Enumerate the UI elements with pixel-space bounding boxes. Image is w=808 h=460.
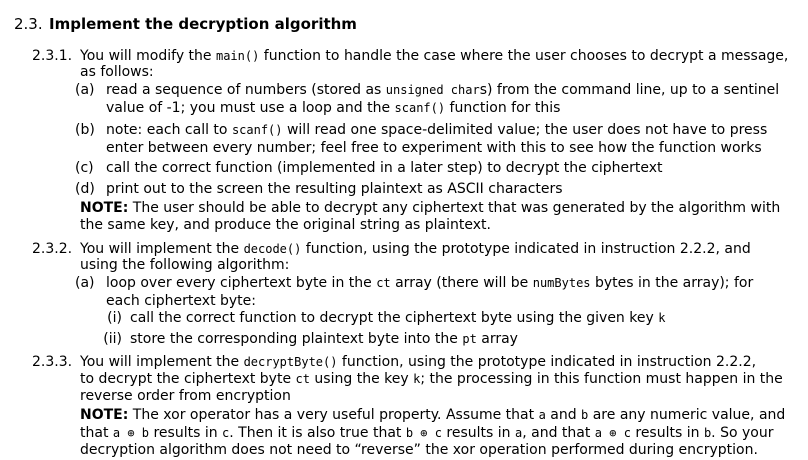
subitem-text-line: [106, 99, 560, 117]
subitem-text-line: [106, 159, 663, 177]
text-run: enter between every number; feel free to experiment with this to see how the function works: [106, 140, 762, 156]
text-run: and: [545, 407, 582, 423]
subitem-text-line: [106, 180, 563, 198]
subitem-text-line: [106, 274, 753, 292]
item-text-line: [80, 353, 756, 371]
item-text-line: [80, 387, 291, 405]
item-number: 2.3.1.: [32, 48, 73, 64]
inline-code: ct: [376, 276, 391, 290]
inline-code: a ⊕ c: [594, 426, 631, 440]
text-run: reverse order from encryption: [80, 388, 291, 404]
text-run: s) from the command line, up to a sentinel: [479, 82, 780, 98]
inline-code: k: [413, 372, 421, 386]
subsubitem-text: [130, 309, 665, 327]
inline-code: ct: [295, 372, 310, 386]
text-run: results in: [441, 425, 515, 441]
text-run: read a sequence of numbers (stored as: [106, 82, 386, 98]
subitem-label: (a): [75, 275, 95, 291]
text-run: array: [476, 331, 518, 347]
inline-code: b: [703, 426, 712, 440]
inline-code: unsigned char: [385, 83, 480, 97]
text-run: call the correct function to decrypt the ciphertext byte using the given key: [130, 310, 659, 326]
inline-code: main(): [215, 49, 260, 63]
text-run: note: each call to: [106, 122, 232, 138]
text-run: The user should be able to decrypt any ciphertext that was generated by the algorithm with: [128, 200, 781, 216]
item-text-line: [80, 47, 788, 65]
subitem-text-line: [106, 81, 779, 99]
text-run: using the following algorithm:: [80, 257, 290, 273]
text-run: are any numeric value, and: [588, 407, 786, 423]
note-line: [80, 406, 785, 424]
subitem-label: (a): [75, 82, 95, 98]
note-line: [80, 199, 780, 217]
text-run: decryption algorithm does not need to “reverse” the xor operation performed during encryption.: [80, 442, 758, 458]
text-run: . Then it is also true that: [229, 425, 406, 441]
note-line: [80, 441, 758, 459]
text-run: function, using the prototype indicated in instruction 2.2.2,: [337, 354, 757, 370]
note-label: NOTE:: [80, 407, 129, 423]
text-run: function, using the prototype indicated in instruction 2.2.2, and: [301, 241, 751, 257]
text-run: using the key: [309, 371, 414, 387]
subsubitem-text: [130, 330, 518, 348]
section-number: 2.3.: [14, 15, 43, 33]
inline-code: a: [538, 408, 546, 422]
text-run: call the correct function (implemented in a later step) to decrypt the ciphertext: [106, 160, 663, 176]
text-run: store the corresponding plaintext byte into the: [130, 331, 463, 347]
text-run: results in: [149, 425, 223, 441]
subsubitem-label: (i): [107, 310, 122, 326]
text-run: that: [80, 425, 113, 441]
item-number: 2.3.2.: [32, 241, 73, 257]
item-text-line: [80, 370, 783, 388]
subitem-label: (d): [75, 181, 95, 197]
text-run: ; the processing in this function must happen in the: [420, 371, 783, 387]
item-text-line: [80, 63, 154, 81]
note-label: NOTE:: [80, 200, 129, 216]
inline-code: c: [222, 426, 230, 440]
subsubitem-label: (ii): [103, 331, 122, 347]
text-run: will read one space-delimited value; the user does not have to press: [282, 122, 768, 138]
text-run: loop over every ciphertext byte in the: [106, 275, 377, 291]
subitem-label: (b): [75, 122, 95, 138]
text-run: You will implement the: [80, 241, 244, 257]
text-run: the same key, and produce the original string as plaintext.: [80, 217, 491, 233]
section-title: Implement the decryption algorithm: [49, 15, 357, 33]
inline-code: b ⊕ c: [405, 426, 442, 440]
inline-code: b: [581, 408, 589, 422]
subitem-label: (c): [75, 160, 94, 176]
subitem-text-line: [106, 292, 256, 310]
note-line: [80, 216, 491, 234]
inline-code: scanf(): [394, 101, 446, 115]
item-text-line: [80, 256, 289, 274]
text-run: , and that: [522, 425, 595, 441]
note-line: [80, 424, 773, 442]
text-run: The xor operator has a very useful property. Assume that: [128, 407, 539, 423]
subitem-text-line: [106, 139, 762, 157]
inline-code: pt: [462, 332, 477, 346]
text-run: function for this: [445, 100, 561, 116]
inline-code: a: [514, 426, 523, 440]
inline-code: scanf(): [231, 123, 283, 137]
text-run: . So your: [711, 425, 774, 441]
text-run: to decrypt the ciphertext byte: [80, 371, 296, 387]
inline-code: decode(): [243, 242, 302, 256]
inline-code: a ⊕ b: [112, 426, 150, 440]
text-run: value of -1; you must use a loop and the: [106, 100, 395, 116]
text-run: You will implement the: [80, 354, 244, 370]
subitem-text-line: [106, 121, 767, 139]
text-run: You will modify the: [80, 48, 216, 64]
inline-code: numBytes: [532, 276, 591, 290]
text-run: results in: [630, 425, 704, 441]
inline-code: decryptByte(): [243, 355, 338, 369]
text-run: print out to the screen the resulting plaintext as ASCII characters: [106, 181, 563, 197]
text-run: as follows:: [80, 64, 154, 80]
text-run: bytes in the array); for: [590, 275, 754, 291]
inline-code: k: [658, 311, 666, 325]
text-run: array (there will be: [390, 275, 533, 291]
text-run: each ciphertext byte:: [106, 293, 257, 309]
text-run: function to handle the case where the user chooses to decrypt a message,: [259, 48, 789, 64]
item-number: 2.3.3.: [32, 354, 73, 370]
